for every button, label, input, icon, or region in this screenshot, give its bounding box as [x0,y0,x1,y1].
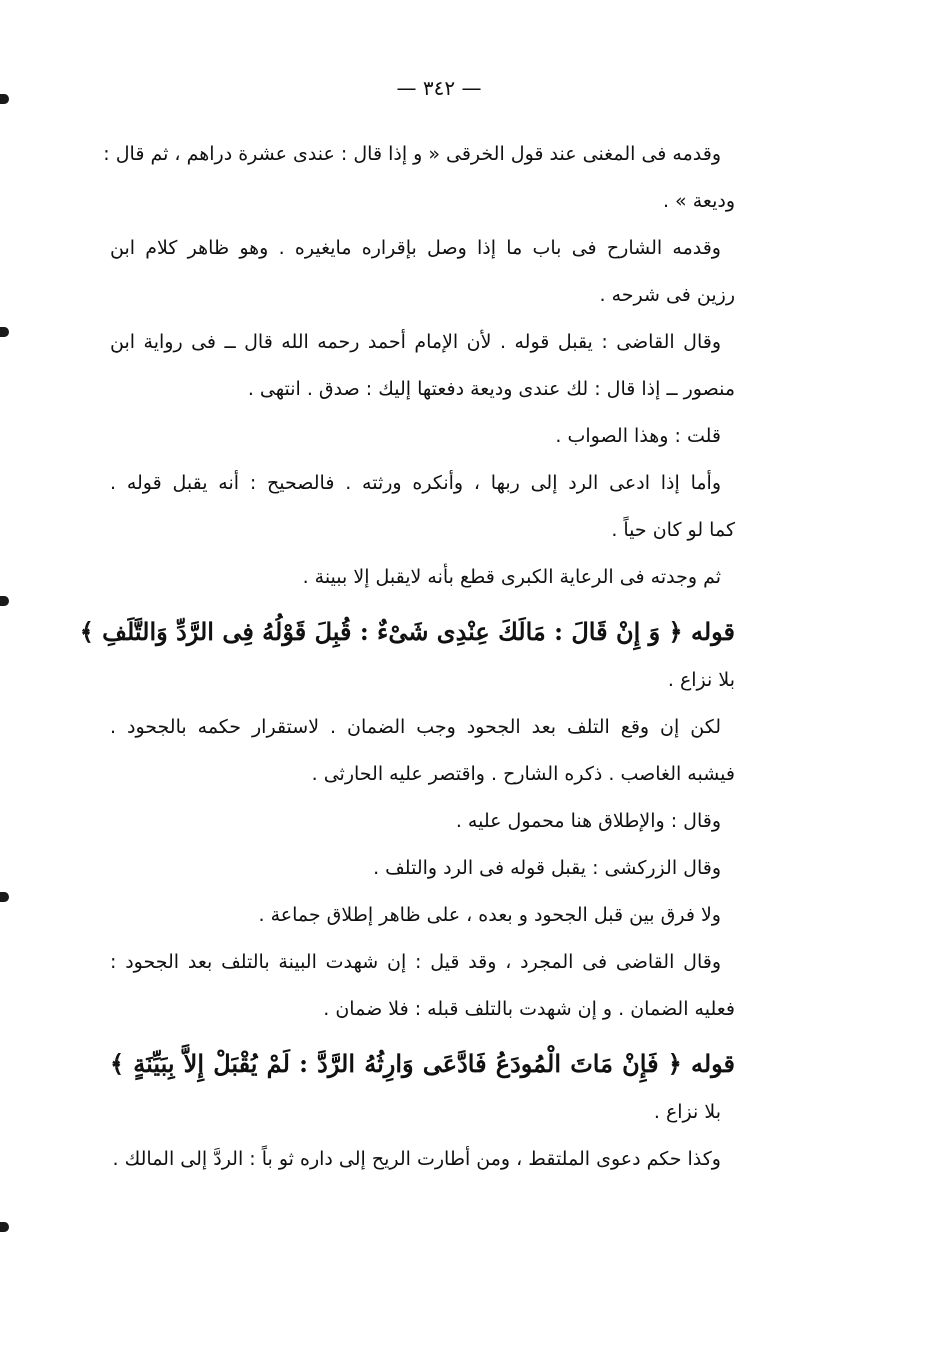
text-line: وقدمه الشارح فى باب ما إذا وصل بإقراره مايغيره . وهو ظاهر كلام ابن [110,237,721,259]
matn-heading: قوله ﴿ وَ إِنْ قَالَ : مَالَكَ عِنْدِى شَىْءٌ : قُبِلَ قَوْلُهُ فِى الرَّدِّ وَالتَّلَفِ ﴾ [79,617,735,646]
text-line: وقال الزركشى : يقبل قوله فى الرد والتلف . [373,857,721,879]
text-line: وأما إذا ادعى الرد إلى ربها ، وأنكره ورثته . فالصحيح : أنه يقبل قوله . [110,472,721,494]
page-body [79,142,735,1194]
text-line: بلا نزاع . [667,669,735,691]
text-line: وقال : والإطلاق هنا محمول عليه . [455,810,721,832]
text-line: فيشبه الغاصب . ذكره الشارح . واقتصر عليه الحارثى . [311,763,735,785]
page-number: — ٣٤٢ — [396,76,482,100]
text-line: وقدمه فى المغنى عند قول الخرقى « و إذا قال : عندى عشرة دراهم ، ثم قال : [103,143,721,165]
text-line: فعليه الضمان . و إن شهدت بالتلف قبله : فلا ضمان . [323,998,735,1020]
text-line: وكذا حكم دعوى الملتقط ، ومن أطارت الريح إلى داره ثو باً : الردَّ إلى المالك . [112,1148,721,1170]
text-line: ثم وجدته فى الرعاية الكبرى قطع بأنه لايقبل إلا ببينة . [302,566,721,588]
text-line: رزين فى شرحه . [599,284,735,306]
text-line: قلت : وهذا الصواب . [555,425,721,447]
text-line: بلا نزاع . [653,1101,721,1123]
binding-mark [0,1222,9,1232]
binding-mark [0,596,9,606]
text-line: منصور ــ إذا قال : لك عندى وديعة دفعتها إليك : صدق . انتهى . [247,378,735,400]
binding-mark [0,94,9,104]
text-line: وقال القاضى : يقبل قوله . لأن الإمام أحمد رحمه الله قال ــ فى رواية ابن [110,331,721,353]
text-line: لكن إن وقع التلف بعد الجحود وجب الضمان . لاستقرار حكمه بالجحود . [110,716,721,738]
matn-heading: قوله ﴿ فَإِنْ مَاتَ الْمُودَعُ فَادَّعَى وَارِثُهُ الرَّدَّ : لَمْ يُقْبَلْ إِلاَّ بِبَيِّنَةٍ ﴾ [110,1049,735,1078]
text-line: ولا فرق بين قبل الجحود و بعده ، على ظاهر إطلاق جماعة . [258,904,721,926]
binding-mark [0,892,9,902]
text-line: كما لو كان حياً . [611,519,735,541]
binding-mark [0,327,9,337]
text-line: وديعة » . [662,190,735,212]
text-line: وقال القاضى فى المجرد ، وقد قيل : إن شهدت البينة بالتلف بعد الجحود : [110,951,721,973]
